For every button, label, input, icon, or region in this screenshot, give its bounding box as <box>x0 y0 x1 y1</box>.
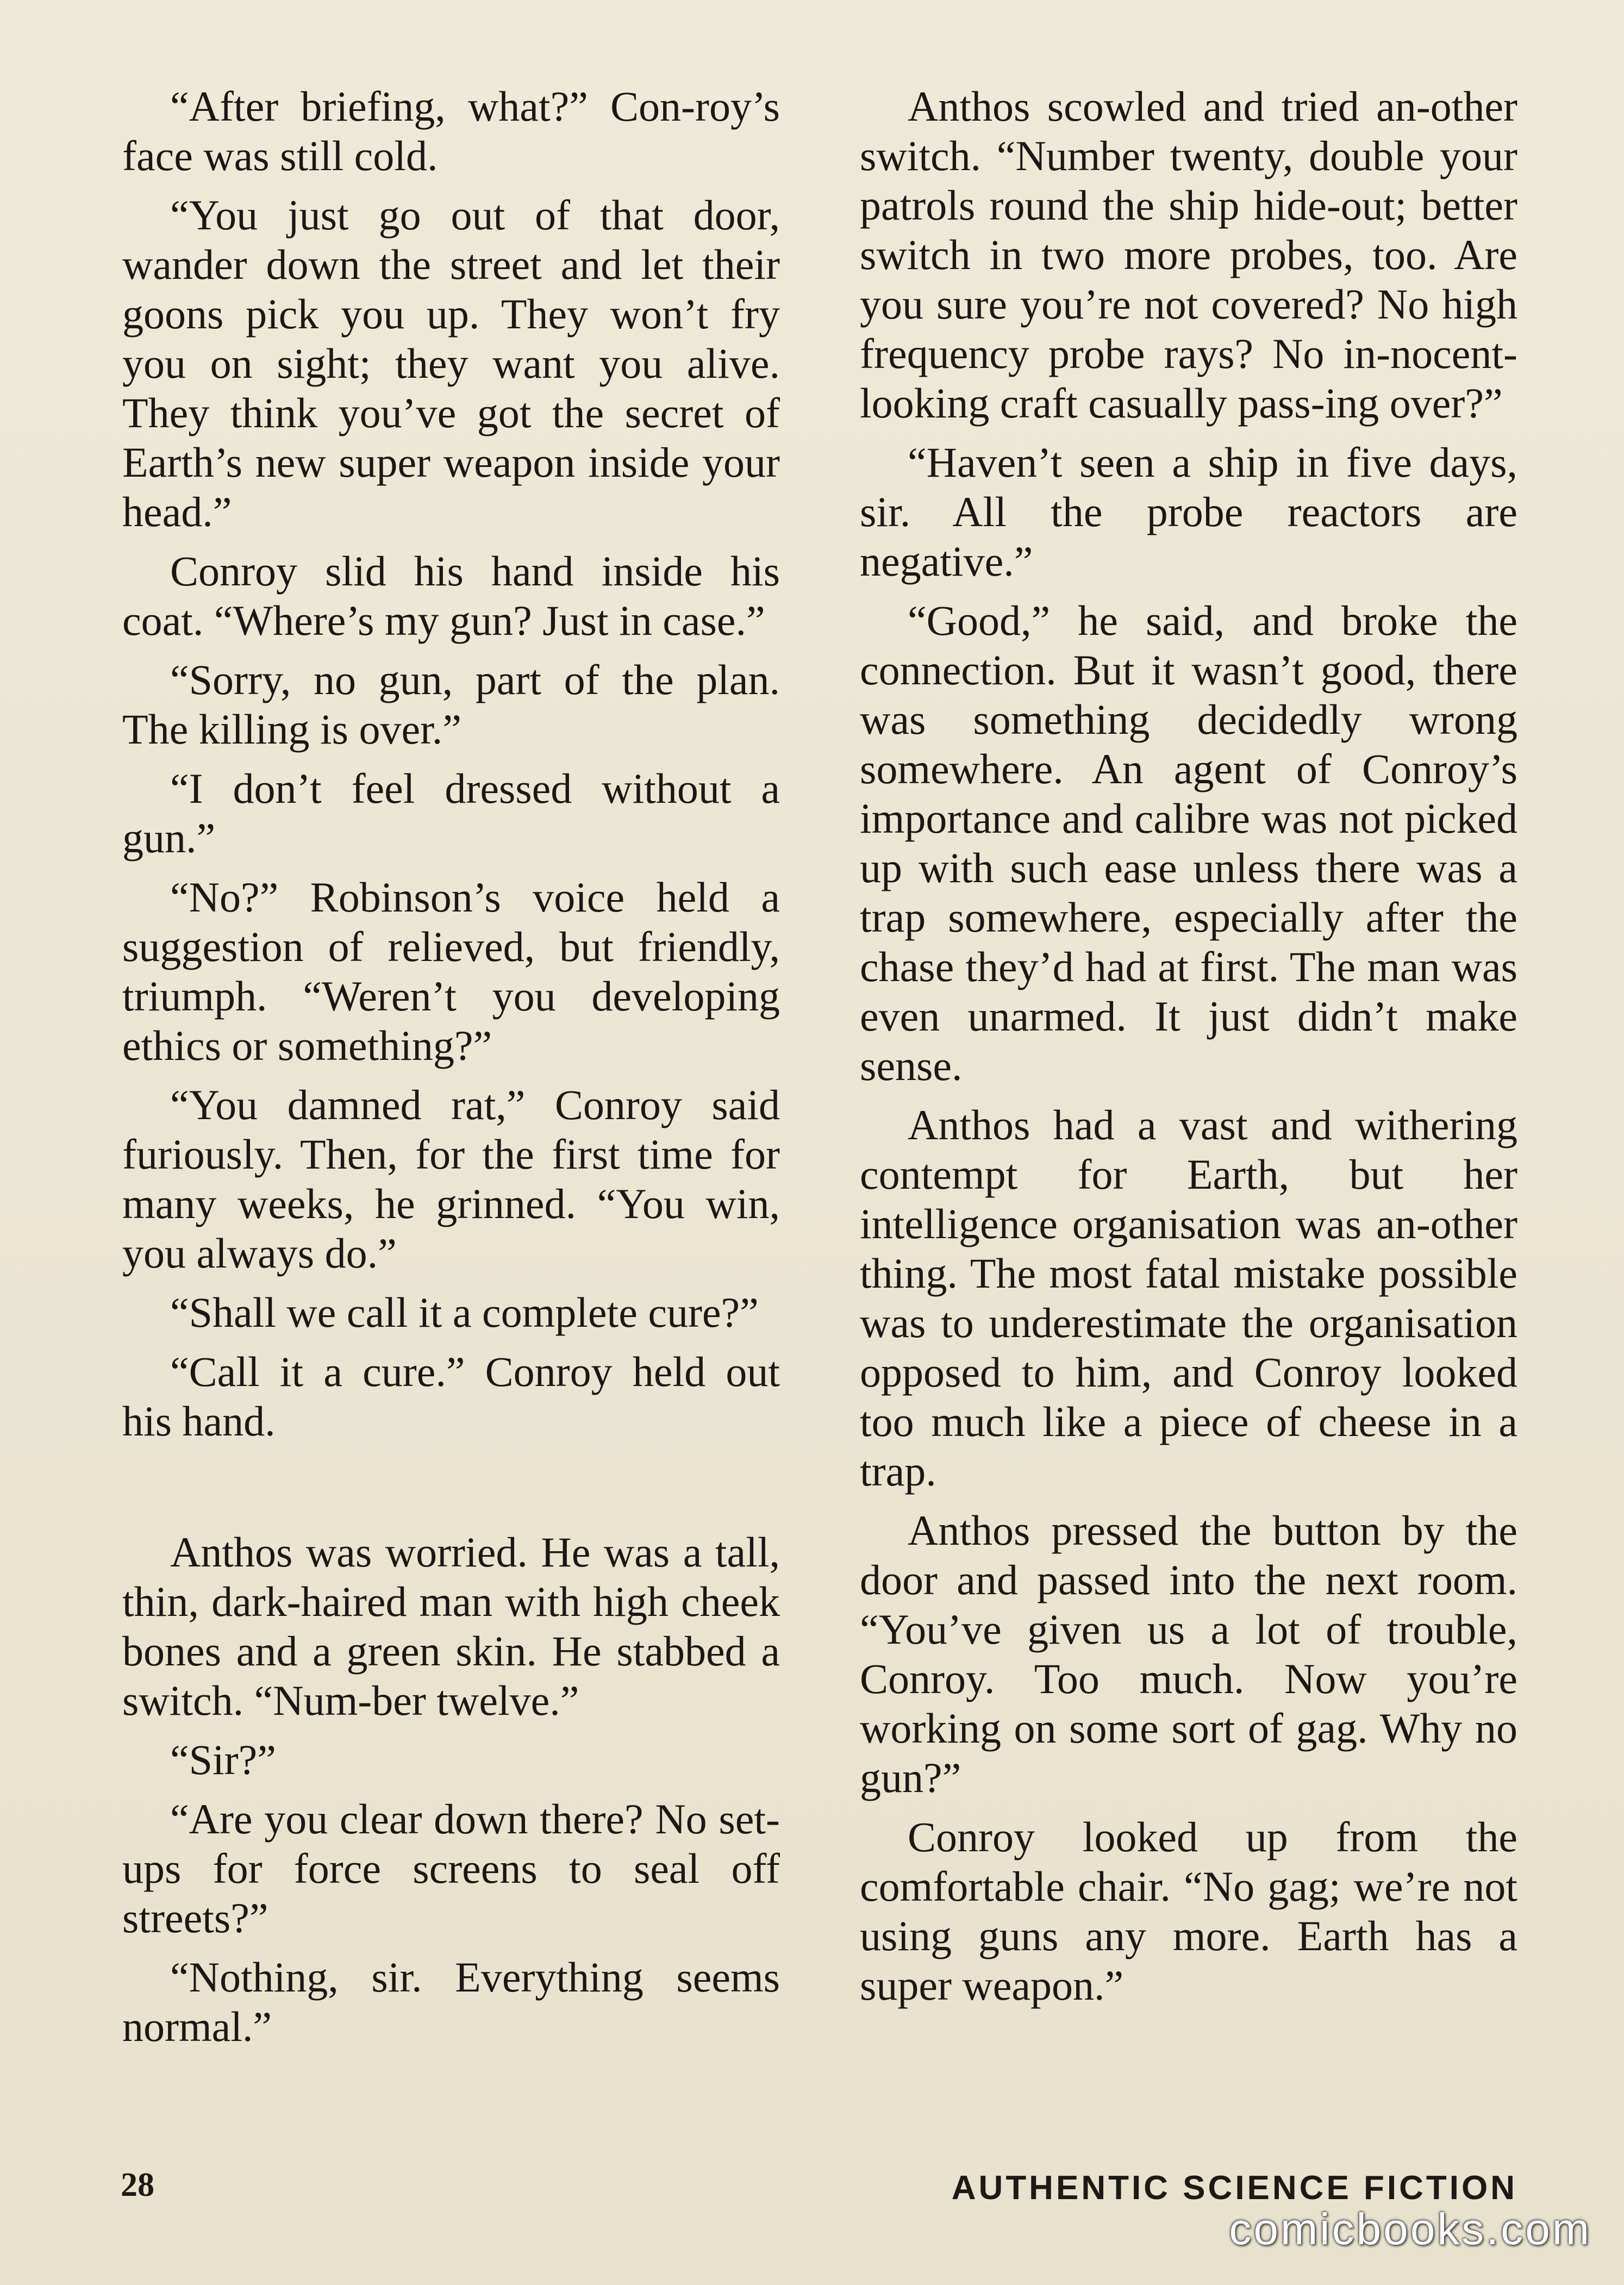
paragraph: “You damned rat,” Conroy said furiously. Then, for the first time for many weeks, he grinned. “You win, you always do.” <box>122 1081 780 1277</box>
paragraph: “Sir?” <box>170 1736 276 1783</box>
paragraph: “After briefing, what?” Con-roy’s face was still cold. <box>122 83 780 179</box>
paragraph: “You just go out of that door, wander down the street and let their goons pick you up. They won’t fry you on sight; they want you alive. They think you’ve got the secret of Earth’s new super weapon inside your head.” <box>122 191 780 535</box>
paragraph: “Shall we call it a complete cure?” <box>170 1289 759 1336</box>
paragraph: “Are you clear down there? No set-ups for force screens to seal off streets?” <box>122 1795 780 1941</box>
paragraph: “I don’t feel dressed without a gun.” <box>122 765 780 861</box>
paragraph: “Sorry, no gun, part of the plan. The killing is over.” <box>122 656 780 753</box>
page-number: 28 <box>121 2167 154 2203</box>
section-start-paragraph: Anthos was worried. He was a tall, thin, dark-haired man with high cheek bones and a green skin. He stabbed a switch. “Num-ber twelve.” <box>122 1528 780 1724</box>
paragraph: “Nothing, sir. Everything seems normal.” <box>122 1953 780 2050</box>
paragraph: “Haven’t seen a ship in five days, sir. All the probe reactors are negative.” <box>860 439 1517 585</box>
paragraph: Conroy looked up from the comfortable chair. “No gag; we’re not using guns any more. Earth has a super weapon.” <box>860 1813 1517 2009</box>
left-text-column <box>122 82 780 2061</box>
paragraph: “Call it a cure.” Conroy held out his hand. <box>122 1348 780 1445</box>
paragraph: “No?” Robinson’s voice held a suggestion of relieved, but friendly, triumph. “Weren’t you developing ethics or something?” <box>122 873 780 1069</box>
watermark: comicbooks.com <box>1229 2205 1591 2254</box>
paragraph: Anthos had a vast and withering contempt for Earth, but her intelligence organisation was an-other thing. The most fatal mistake possible was to underestimate the organisation opposed to him, and Conroy looked too much like a piece of cheese in a trap. <box>860 1101 1517 1495</box>
paragraph: “Good,” he said, and broke the connection. But it wasn’t good, there was something decidedly wrong somewhere. An agent of Conroy’s importance and calibre was not picked up with such ease unless there was a trap somewhere, especially after the chase they’d had at first. The man was even unarmed. It just didn’t make sense. <box>860 597 1517 1089</box>
right-text-column <box>860 82 1517 2020</box>
paragraph: Conroy slid his hand inside his coat. “Where’s my gun? Just in case.” <box>122 547 780 644</box>
paragraph: Anthos scowled and tried an-other switch. “Number twenty, double your patrols round the ship hide-out; better switch in two more probes, too. Are you sure you’re not covered? No high frequency probe rays? No in-nocent-looking craft casually pass-ing over?” <box>860 83 1517 427</box>
paragraph: Anthos pressed the button by the door and passed into the next room. “You’ve given us a lot of trouble, Conroy. Too much. Now you’re working on some sort of gag. Why no gun?” <box>860 1507 1517 1801</box>
magazine-title: AUTHENTIC SCIENCE FICTION <box>951 2169 1517 2207</box>
